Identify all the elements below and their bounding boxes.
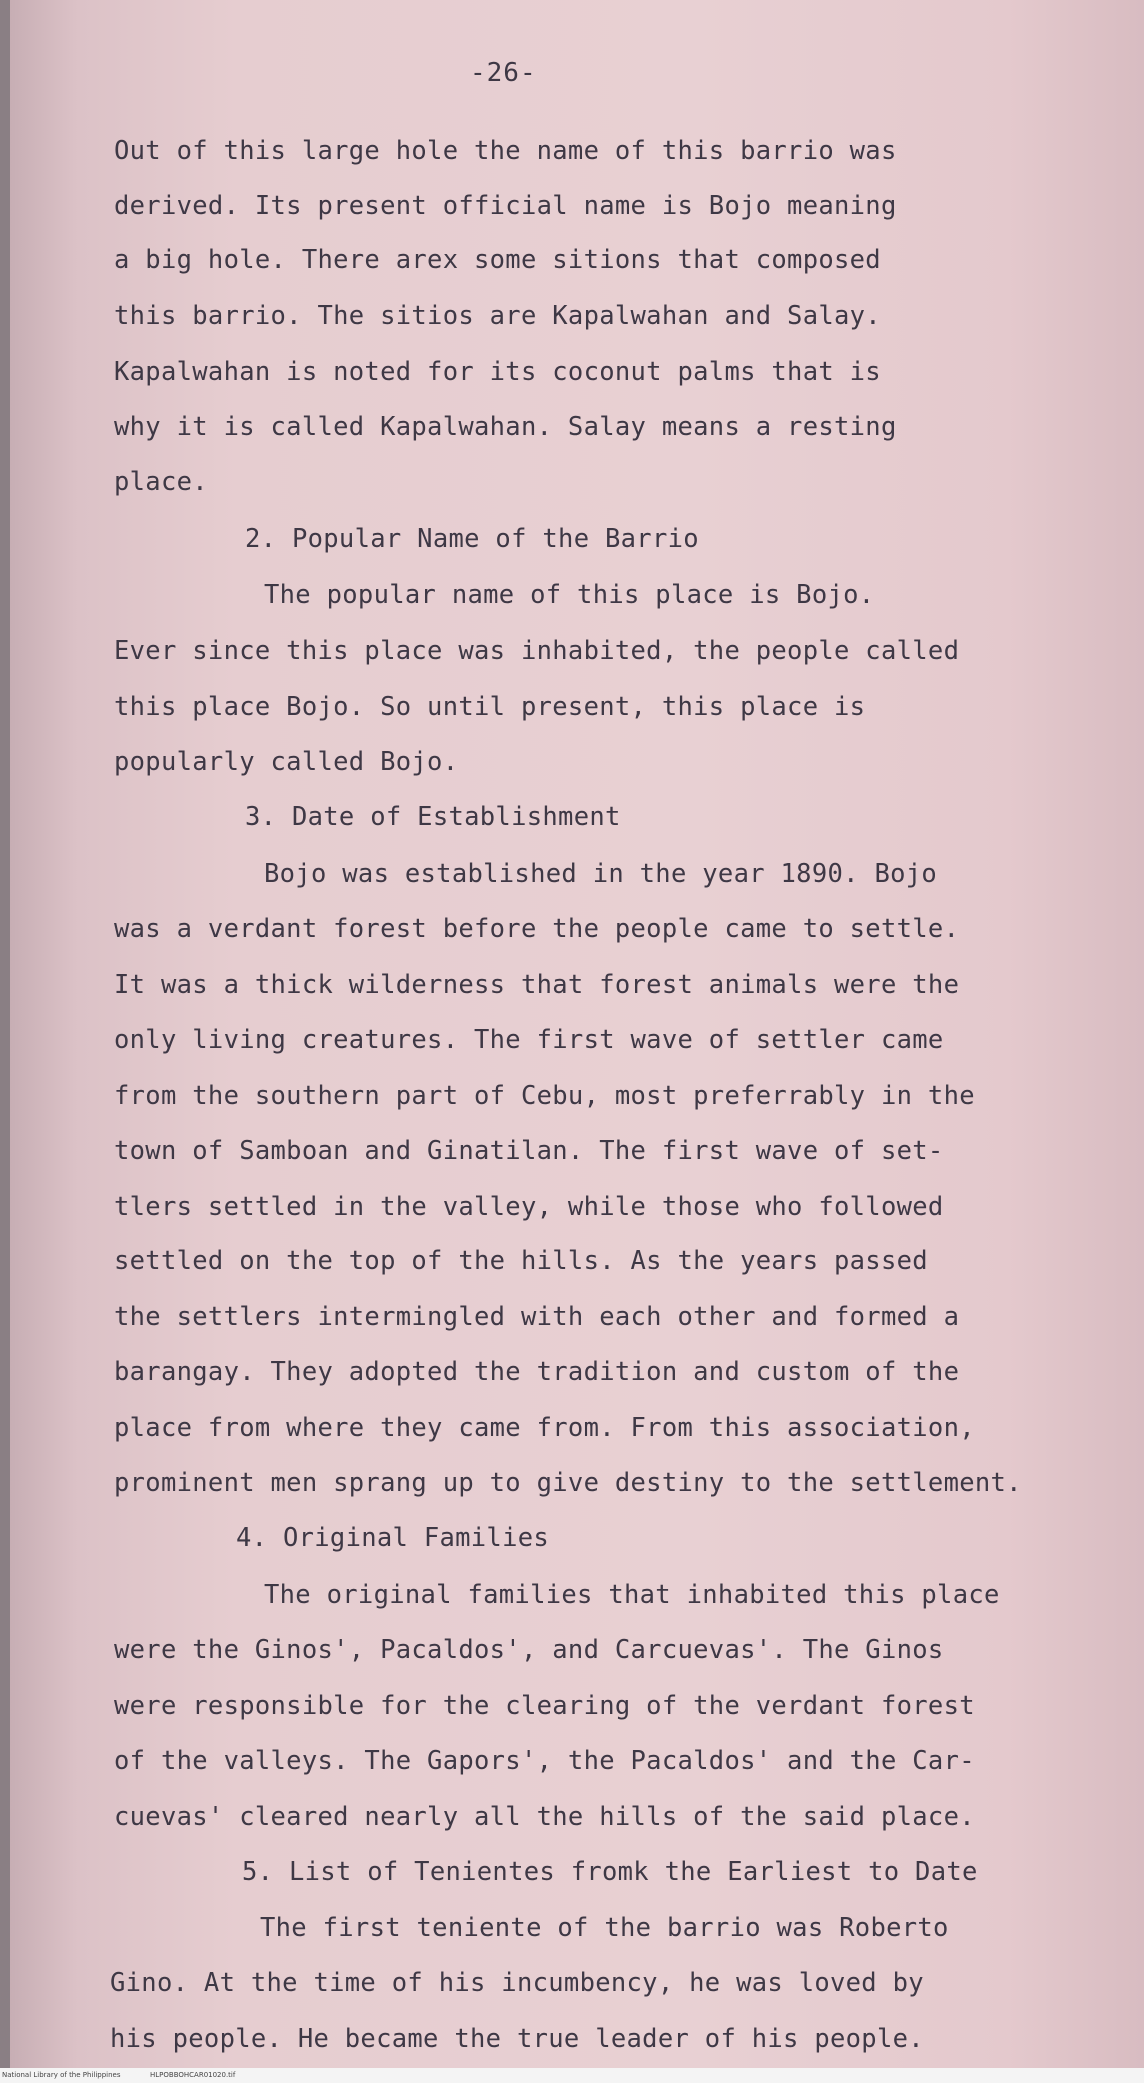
text-line: Bojo was established in the year 1890. Bojo [264,859,938,889]
text-line: Gino. At the time of his incumbency, he was loved by [110,1968,924,1998]
archive-footer [0,2068,1144,2083]
text-line: from the southern part of Cebu, most preferrably in the [114,1081,975,1111]
text-line: was a verdant forest before the people came to settle. [114,914,960,944]
text-line: this place Bojo. So until present, this place is [114,692,866,722]
paper-sheet [10,0,1144,2068]
text-line: his people. He became the true leader of his people. [110,2024,924,2054]
text-line: popularly called Bojo. [114,747,459,777]
text-line: were the Ginos', Pacaldos', and Carcuevas'. The Ginos [114,1635,944,1665]
library-credit: National Library of the Philippines [2,2071,121,2079]
file-id: HLPOBBOHCAR01020.tif [150,2071,236,2079]
text-line: place from where they came from. From this association, [114,1413,975,1443]
text-line: town of Samboan and Ginatilan. The first wave of set- [114,1136,944,1166]
text-line: The popular name of this place is Bojo. [264,580,875,610]
text-line: cuevas' cleared nearly all the hills of the said place. [114,1802,975,1832]
text-line: settled on the top of the hills. As the years passed [114,1246,928,1276]
page-number: -26- [470,58,537,88]
text-line: this barrio. The sitios are Kapalwahan and Salay. [114,301,881,331]
text-line: The first teniente of the barrio was Roberto [260,1913,949,1943]
text-line: only living creatures. The first wave of settler came [114,1025,944,1055]
text-line: were responsible for the clearing of the verdant forest [114,1691,975,1721]
text-line: place. [114,467,208,497]
text-line: of the valleys. The Gapors', the Pacaldos' and the Car- [114,1746,975,1776]
text-line: barangay. They adopted the tradition and custom of the [114,1357,960,1387]
text-line: Out of this large hole the name of this barrio was [114,136,897,166]
text-line: derived. Its present official name is Bojo meaning [114,191,897,221]
text-line: Ever since this place was inhabited, the people called [114,636,960,666]
section-heading: 2. Popular Name of the Barrio [245,524,699,554]
text-line: tlers settled in the valley, while those who followed [114,1192,944,1222]
text-line: the settlers intermingled with each other and formed a [114,1302,960,1332]
text-line: prominent men sprang up to give destiny to the settlement. [114,1468,1022,1498]
text-line: Kapalwahan is noted for its coconut palms that is [114,357,881,387]
section-heading: 3. Date of Establishment [245,802,621,832]
section-heading: 4. Original Families [236,1523,550,1553]
text-line: The original families that inhabited this place [264,1580,1000,1610]
text-line: It was a thick wilderness that forest animals were the [114,970,960,1000]
text-line: a big hole. There arex some sitions that composed [114,245,881,275]
text-line: why it is called Kapalwahan. Salay means a resting [114,412,897,442]
section-heading: 5. List of Tenientes fromk the Earliest to Date [242,1857,978,1887]
